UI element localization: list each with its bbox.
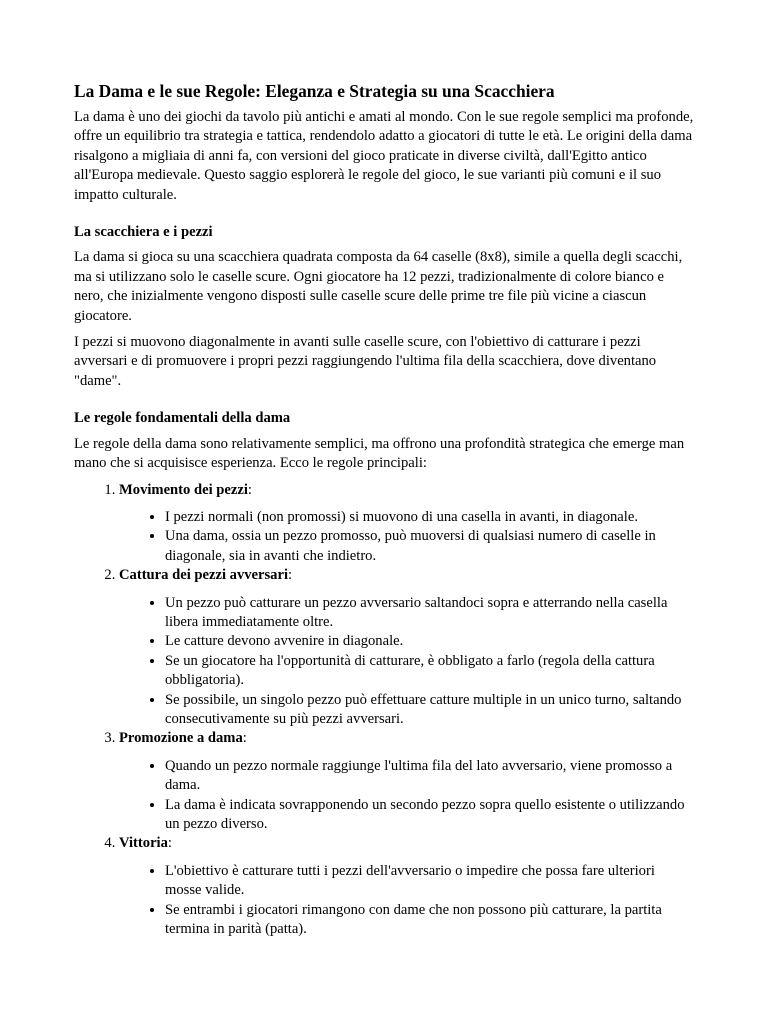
rules-intro-paragraph: Le regole della dama sono relativamente semplici, ma offrono una profondità strategica che emerge man mano che si acquisisce esperienza. Ecco le regole principali: <box>74 435 685 472</box>
rule-title: Movimento dei pezzi <box>119 481 248 498</box>
rules-list <box>74 481 694 940</box>
board-paragraph-2: I pezzi si muovono diagonalmente in avanti sulle caselle scure, con l'obiettivo di catturare i pezzi avversari e di promuovere i propri pezzi raggiungendo l'ultima fila della scacchiera, dove diventano "dame". <box>74 334 657 389</box>
section-heading-rules: Le regole fondamentali della dama <box>74 410 291 427</box>
rule-item-capture: 2. Cattura dei pezzi avversari: • Un pezzo può catturare un pezzo avversario saltandoci sopra e atterrando nella casella libera immediatamente oltre. • Le catture devono avvenire in diagonale. • Se un giocatore ha l'opportunità di catturare, è obbligato a farlo (regola della cattura obbligatoria). • Se possibile, un singolo pezzo può effettuare catture multiple in un unico turno, saltando consecutivamente su più pezzi avversari. <box>119 566 694 729</box>
board-paragraph-1: La dama si gioca su una scacchiera quadrata composta da 64 caselle (8x8), simile a quella degli scacchi, ma si utilizzano solo le caselle scure. Ogni giocatore ha 12 pezzi, tradizionalmente di colore bianco e nero, che inizialmente vengono disposti sulle caselle scure delle prime tre file più vicine a ciascun giocatore. <box>74 249 683 324</box>
rule-bullets <box>119 508 694 566</box>
rule-bullets <box>119 594 694 730</box>
rule-item-promotion: 3. Promozione a dama: • Quando un pezzo normale raggiunge l'ultima fila del lato avversario, viene promosso a dama. • La dama è indicata sovrapponendo un secondo pezzo sopra quello esistente o utilizzando un pezzo diverso. <box>119 729 694 834</box>
rule-bullet: • Una dama, ossia un pezzo promosso, può muoversi di qualsiasi numero di caselle in diagonale, sia in avanti che indietro. <box>165 527 694 566</box>
rule-bullets <box>119 757 694 835</box>
rule-bullet: • L'obiettivo è catturare tutti i pezzi dell'avversario o impedire che possa fare ulteriori mosse valide. <box>165 862 694 901</box>
rule-item-movement: 1. Movimento dei pezzi: • I pezzi normali (non promossi) si muovono di una casella in avanti, in diagonale. • Una dama, ossia un pezzo promosso, può muoversi di qualsiasi numero di caselle in diagonale, sia in avanti che indietro. <box>119 481 694 567</box>
rule-bullets <box>119 862 694 940</box>
rule-bullet: • Quando un pezzo normale raggiunge l'ultima fila del lato avversario, viene promosso a dama. <box>165 757 694 796</box>
rule-bullet: • Se possibile, un singolo pezzo può effettuare catture multiple in un unico turno, saltando consecutivamente su più pezzi avversari. <box>165 691 694 730</box>
rule-bullet: • La dama è indicata sovrapponendo un secondo pezzo sopra quello esistente o utilizzando un pezzo diverso. <box>165 796 694 835</box>
intro-paragraph: La dama è uno dei giochi da tavolo più antichi e amati al mondo. Con le sue regole semplici ma profonde, offre un equilibrio tra strategia e tattica, rendendolo adatto a giocatori di tutte le età. Le origini della dama risalgono a migliaia di anni fa, con versioni del gioco praticate in diverse civiltà, dall'Egitto antico all'Europa medievale. Questo saggio esplorerà le regole del gioco, le sue varianti più comuni e il suo impatto culturale. <box>74 109 694 203</box>
section-heading-board: La scacchiera e i pezzi <box>74 224 213 241</box>
rule-bullet: • Se un giocatore ha l'opportunità di catturare, è obbligato a farlo (regola della cattura obbligatoria). <box>165 652 694 691</box>
rule-bullet: • Le catture devono avvenire in diagonale. <box>165 632 694 651</box>
rule-bullet: • I pezzi normali (non promossi) si muovono di una casella in avanti, in diagonale. <box>165 508 694 527</box>
rule-item-victory: 4. Vittoria: • L'obiettivo è catturare tutti i pezzi dell'avversario o impedire che possa fare ulteriori mosse valide. • Se entrambi i giocatori rimangono con dame che non possono più catturare, la partita termina in parità (patta). <box>119 834 694 939</box>
rule-title: Cattura dei pezzi avversari <box>119 567 288 584</box>
rule-title: Promozione a dama <box>119 730 243 747</box>
document-title: La Dama e le sue Regole: Eleganza e Strategia su una Scacchiera <box>74 81 555 101</box>
rule-bullet: • Se entrambi i giocatori rimangono con dame che non possono più catturare, la partita termina in parità (patta). <box>165 901 694 940</box>
rule-title: Vittoria <box>119 835 168 852</box>
rule-bullet: • Un pezzo può catturare un pezzo avversario saltandoci sopra e atterrando nella casella libera immediatamente oltre. <box>165 594 694 633</box>
